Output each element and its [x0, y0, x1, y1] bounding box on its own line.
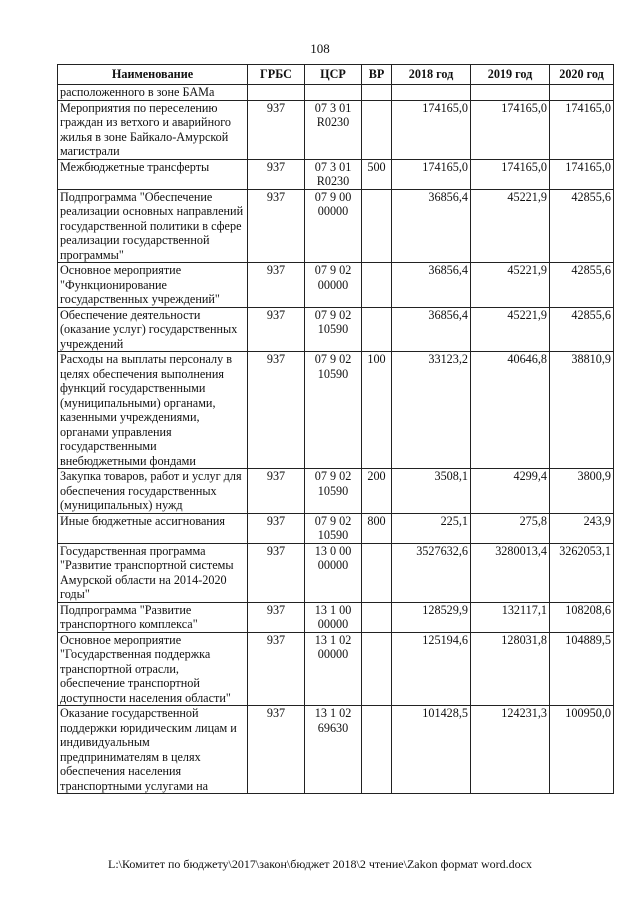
row-2020: 104889,5 [550, 632, 614, 706]
row-2018: 174165,0 [392, 100, 471, 159]
row-vr: 500 [362, 159, 392, 189]
row-vr [362, 602, 392, 632]
row-csr: 13 1 02 69630 [305, 706, 362, 794]
row-2018: 101428,5 [392, 706, 471, 794]
table-row [58, 307, 614, 352]
table-row [58, 543, 614, 602]
table-row [58, 632, 614, 706]
row-2018: 128529,9 [392, 602, 471, 632]
row-grbs: 937 [248, 352, 305, 469]
row-csr: 07 9 00 00000 [305, 189, 362, 263]
row-vr [362, 189, 392, 263]
header-grbs: ГРБС [248, 65, 305, 85]
budget-table [57, 64, 614, 794]
row-name: Государственная программа "Развитие транспортной системы Амурской области на 2014-2020 годы" [58, 543, 248, 602]
row-2019: 40646,8 [471, 352, 550, 469]
row-name: Закупка товаров, работ и услуг для обеспечения государственных (муниципальных) нужд [58, 469, 248, 514]
row-grbs: 937 [248, 543, 305, 602]
row-grbs: 937 [248, 632, 305, 706]
row-name: Основное мероприятие "Государственная поддержка транспортной отрасли, обеспечение транспортной доступности населения области" [58, 632, 248, 706]
row-2018: 36856,4 [392, 263, 471, 308]
row-2020: 243,9 [550, 513, 614, 543]
row-2020: 42855,6 [550, 189, 614, 263]
row-2019: 124231,3 [471, 706, 550, 794]
row-2018: 33123,2 [392, 352, 471, 469]
row-2019: 132117,1 [471, 602, 550, 632]
row-csr [305, 85, 362, 101]
row-name: Основное мероприятие "Функционирование государственных учреждений" [58, 263, 248, 308]
row-grbs: 937 [248, 159, 305, 189]
row-grbs: 937 [248, 100, 305, 159]
row-2019: 128031,8 [471, 632, 550, 706]
row-2018: 3508,1 [392, 469, 471, 514]
row-vr [362, 543, 392, 602]
row-csr: 07 9 02 00000 [305, 263, 362, 308]
row-2019: 4299,4 [471, 469, 550, 514]
table-row [58, 85, 614, 101]
row-2019: 45221,9 [471, 263, 550, 308]
row-csr: 07 3 01 R0230 [305, 159, 362, 189]
row-vr [362, 307, 392, 352]
table-row [58, 263, 614, 308]
row-csr: 13 0 00 00000 [305, 543, 362, 602]
row-2020 [550, 85, 614, 101]
row-vr [362, 632, 392, 706]
row-2019: 174165,0 [471, 159, 550, 189]
row-name: Подпрограмма "Развитие транспортного комплекса" [58, 602, 248, 632]
row-2018: 3527632,6 [392, 543, 471, 602]
row-2019: 275,8 [471, 513, 550, 543]
row-csr: 07 9 02 10590 [305, 513, 362, 543]
row-grbs: 937 [248, 706, 305, 794]
row-2019: 45221,9 [471, 307, 550, 352]
row-csr: 13 1 00 00000 [305, 602, 362, 632]
row-csr: 07 9 02 10590 [305, 469, 362, 514]
table-row [58, 602, 614, 632]
header-vr: ВР [362, 65, 392, 85]
header-2020: 2020 год [550, 65, 614, 85]
table-row [58, 189, 614, 263]
row-vr [362, 706, 392, 794]
row-vr [362, 85, 392, 101]
table-row [58, 469, 614, 514]
row-name: расположенного в зоне БАМа [58, 85, 248, 101]
row-grbs: 937 [248, 307, 305, 352]
row-2018: 36856,4 [392, 307, 471, 352]
table-row [58, 352, 614, 469]
header-2019: 2019 год [471, 65, 550, 85]
row-vr: 100 [362, 352, 392, 469]
row-2018 [392, 85, 471, 101]
row-2018: 36856,4 [392, 189, 471, 263]
header-name: Наименование [58, 65, 248, 85]
row-2020: 3262053,1 [550, 543, 614, 602]
row-vr: 800 [362, 513, 392, 543]
row-2019: 174165,0 [471, 100, 550, 159]
row-name: Мероприятия по переселению граждан из ветхого и аварийного жилья в зоне Байкало-Амурской магистрали [58, 100, 248, 159]
row-2018: 225,1 [392, 513, 471, 543]
row-vr [362, 263, 392, 308]
row-vr [362, 100, 392, 159]
row-name: Подпрограмма "Обеспечение реализации основных направлений государственной политики в сфере реализации государственной программы" [58, 189, 248, 263]
row-2019 [471, 85, 550, 101]
row-csr: 07 9 02 10590 [305, 307, 362, 352]
row-2020: 3800,9 [550, 469, 614, 514]
row-2020: 100950,0 [550, 706, 614, 794]
row-2020: 38810,9 [550, 352, 614, 469]
table-row [58, 100, 614, 159]
row-grbs: 937 [248, 469, 305, 514]
row-csr: 07 3 01 R0230 [305, 100, 362, 159]
row-2019: 45221,9 [471, 189, 550, 263]
row-2019: 3280013,4 [471, 543, 550, 602]
row-2018: 174165,0 [392, 159, 471, 189]
row-csr: 07 9 02 10590 [305, 352, 362, 469]
row-name: Обеспечение деятельности (оказание услуг) государственных учреждений [58, 307, 248, 352]
table-row [58, 513, 614, 543]
row-2020: 174165,0 [550, 159, 614, 189]
row-2020: 42855,6 [550, 307, 614, 352]
page-number: 108 [310, 41, 330, 56]
row-2020: 174165,0 [550, 100, 614, 159]
row-grbs: 937 [248, 513, 305, 543]
row-2020: 42855,6 [550, 263, 614, 308]
row-vr: 200 [362, 469, 392, 514]
table-row [58, 159, 614, 189]
row-grbs [248, 85, 305, 101]
row-2018: 125194,6 [392, 632, 471, 706]
row-grbs: 937 [248, 263, 305, 308]
file-path-footer: L:\Комитет по бюджету\2017\закон\бюджет 2018\2 чтение\Zakon формат word.docx [108, 857, 532, 871]
row-grbs: 937 [248, 602, 305, 632]
row-name: Расходы на выплаты персоналу в целях обеспечения выполнения функций государственными (муниципальными) органами, казенными учреждениями, органами управления государственными внебюджетными фондами [58, 352, 248, 469]
row-csr: 13 1 02 00000 [305, 632, 362, 706]
header-2018: 2018 год [392, 65, 471, 85]
table-row [58, 706, 614, 794]
row-name: Межбюджетные трансферты [58, 159, 248, 189]
row-name: Оказание государственной поддержки юридическим лицам и индивидуальным предпринимателям в целях обеспечения населения транспортными услугами на [58, 706, 248, 794]
row-2020: 108208,6 [550, 602, 614, 632]
row-grbs: 937 [248, 189, 305, 263]
row-name: Иные бюджетные ассигнования [58, 513, 248, 543]
table-header-row [58, 65, 614, 85]
header-csr: ЦСР [305, 65, 362, 85]
